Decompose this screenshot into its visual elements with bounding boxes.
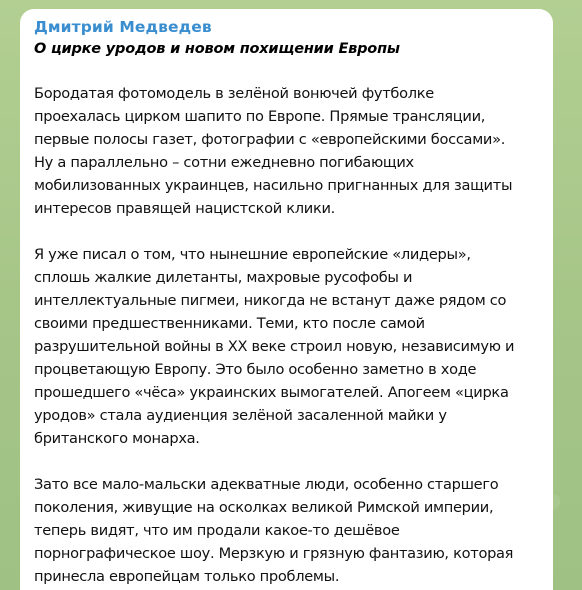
spacer [34, 60, 539, 82]
message-bubble[interactable] [20, 9, 553, 590]
spacer [34, 220, 539, 243]
paragraph-1: Бородатая фотомодель в зелёной вонючей футболке проехалась цирком шапито по Европе. Прямые трансляции, первые полосы газет, фотографии с «европейскими боссами». Ну а параллельно – сотни ежедневно погибающих мобилизованных украинцев, насильно пригнанных для защиты интересов правящей нацистской клики. [34, 85, 513, 217]
paragraph-2: Я уже писал о том, что нынешние европейские «лидеры», сплошь жалкие дилетанты, махровые русофобы и интеллектуальные пигмеи, никогда не встанут даже рядом со своими предшественниками. Теми, кто после самой разрушительной войны в XX веке строил новую, независимую и процветающую Европу. Это было особенно заметно в ходе прошедшего «чёса» украинских вымогателей. Апогеем «цирка уродов» стала аудиенция зелёной засаленной майки у британского монарха. [34, 246, 515, 447]
paragraph-3: Зато все мало-мальски адекватные люди, особенно старшего поколения, живущие на осколках великой Римской империи, теперь видят, что им продали какое-то дешёвое порнографическое шоу. Мерзкую и грязную фантазию, которая принесла европейцам только проблемы. [34, 476, 514, 585]
sender-name[interactable]: Дмитрий Медведев [34, 18, 212, 36]
spacer [34, 450, 539, 473]
post-title: О цирке уродов и новом похищении Европы [34, 41, 400, 57]
